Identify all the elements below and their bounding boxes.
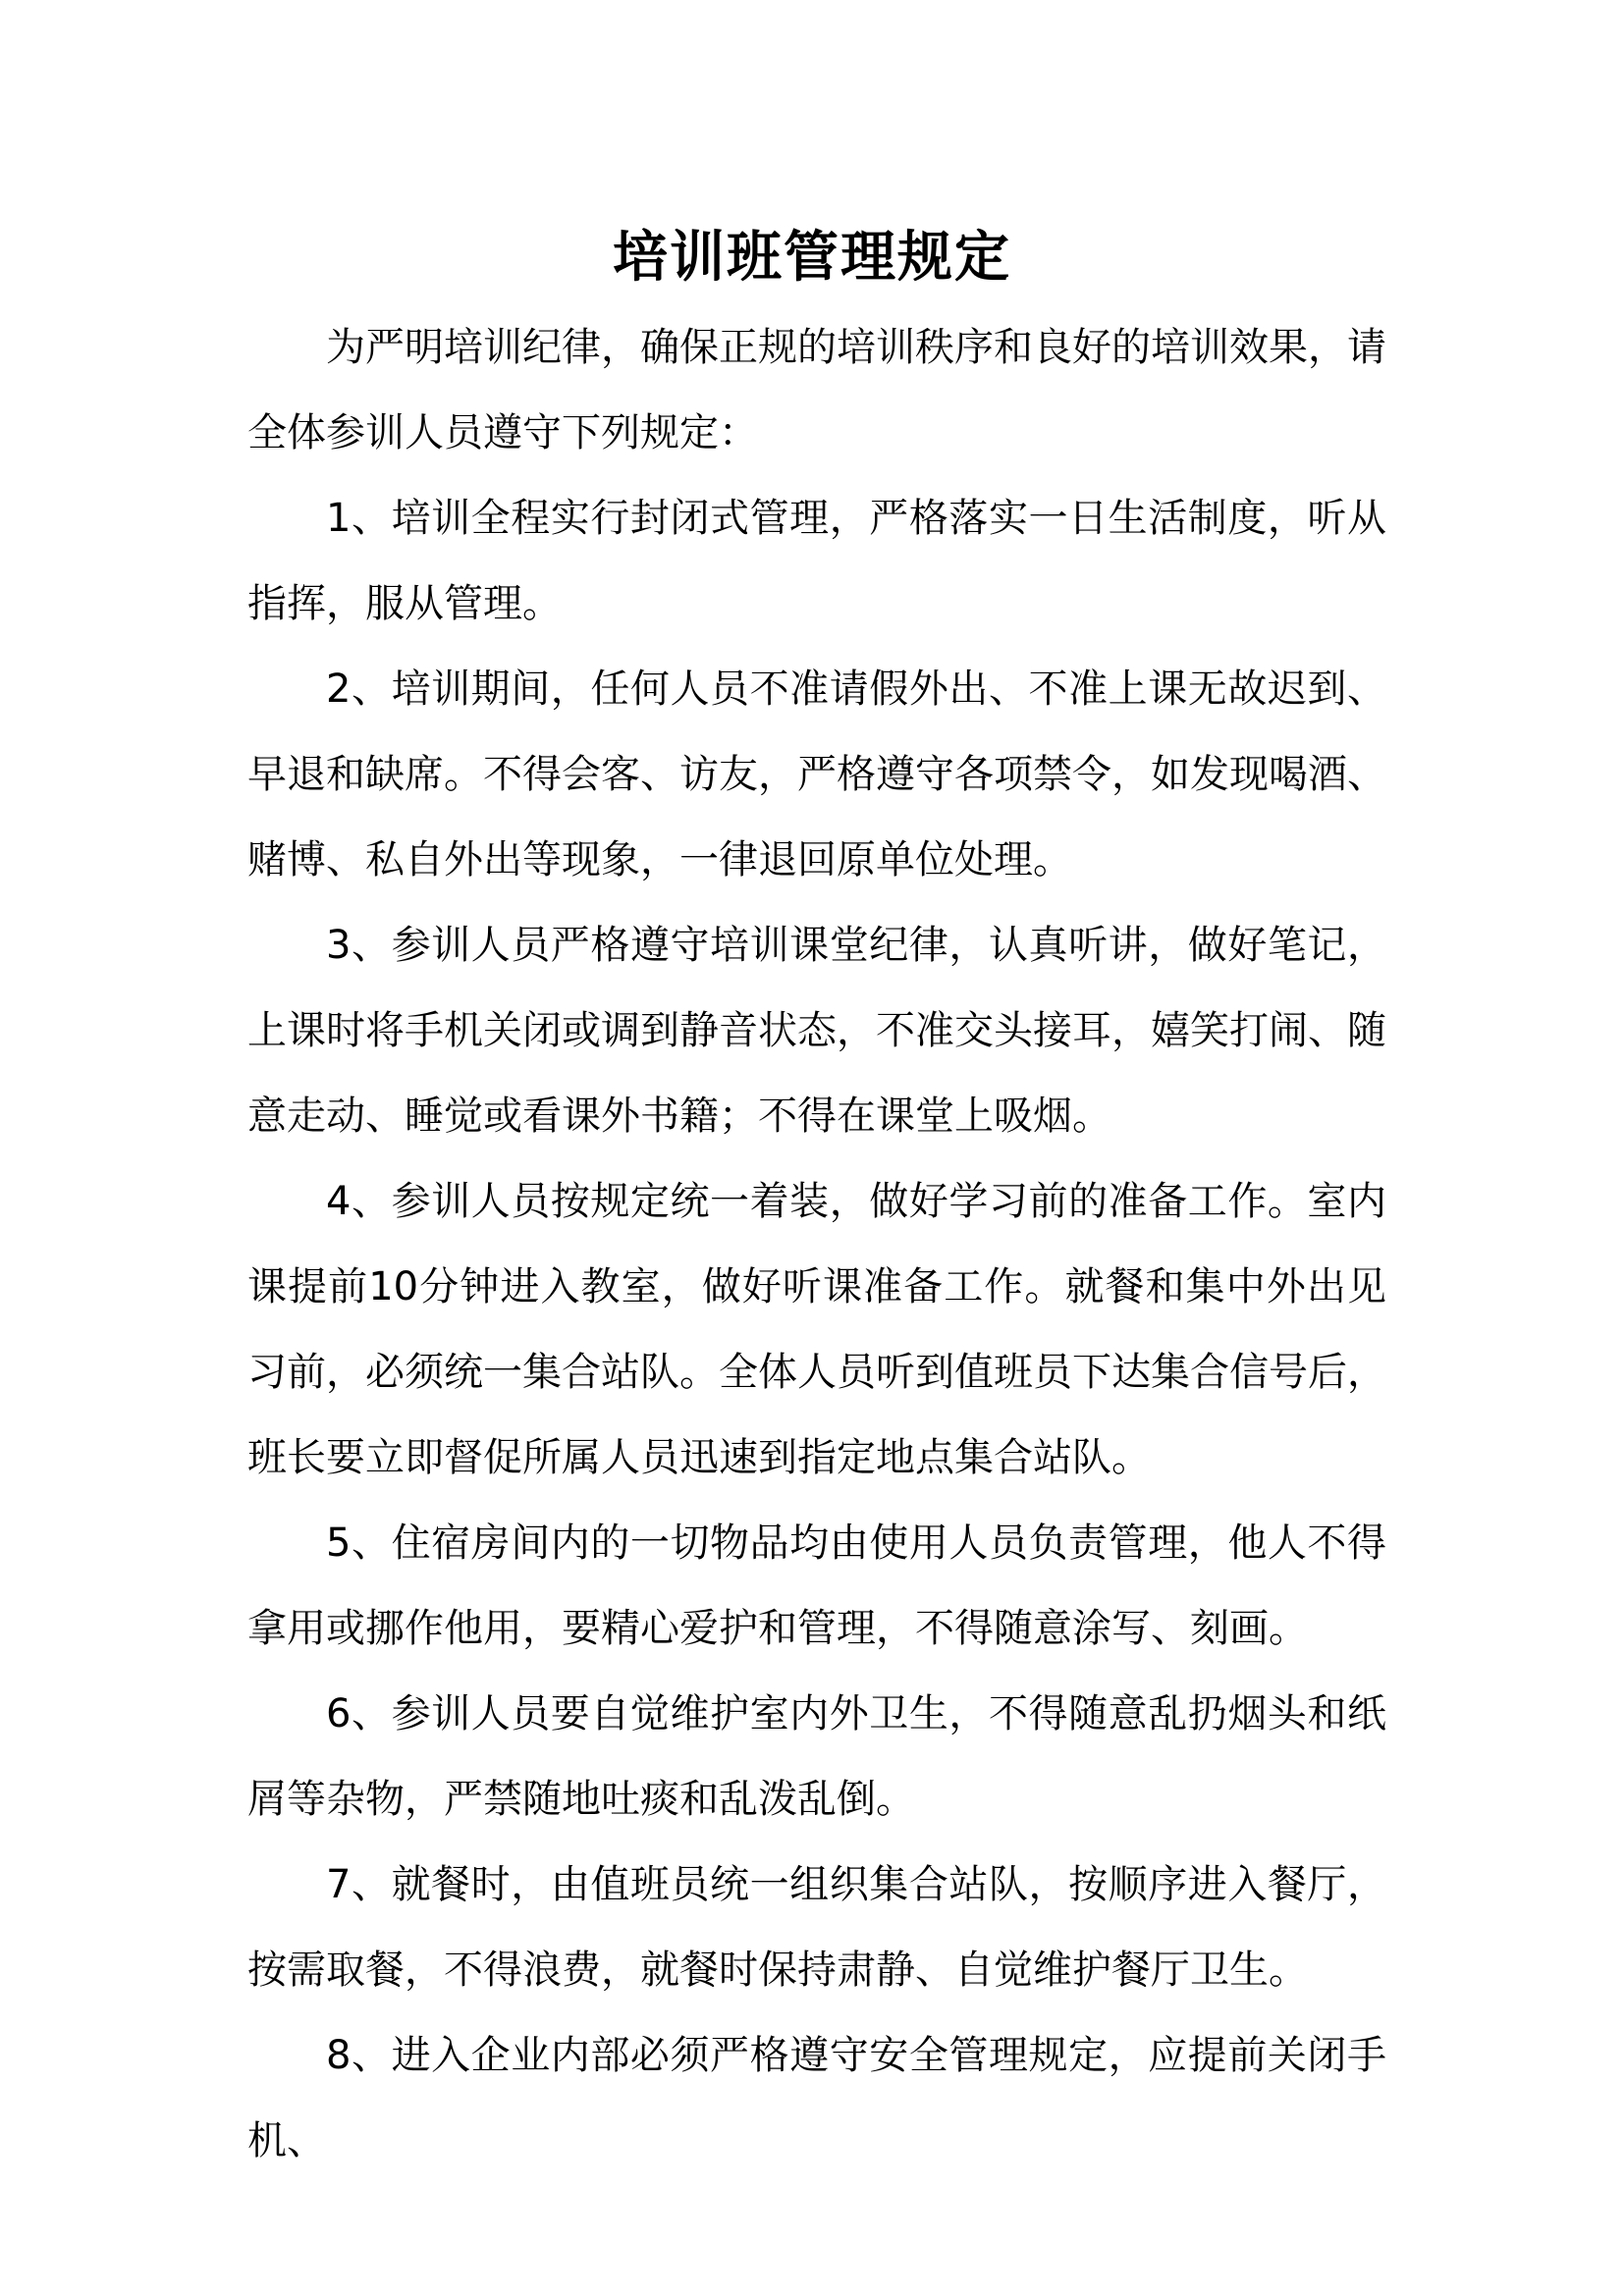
- rule-2-paragraph: 2、培训期间，任何人员不准请假外出、不准上课无故迟到、早退和缺席。不得会客、访友，严格遵守各项禁令，如发现喝酒、赌博、私自外出等现象，一律退回原单位处理。: [247, 667, 1386, 882]
- document-title: 培训班管理规定: [613, 225, 1011, 290]
- intro-paragraph: 为严明培训纪律，确保正规的培训秩序和良好的培训效果，请全体参训人员遵守下列规定：: [247, 325, 1386, 455]
- rule-3-paragraph: 3、参训人员严格遵守培训课堂纪律，认真听讲，做好笔记，上课时将手机关闭或调到静音状态，不准交头接耳，嬉笑打闹、随意走动、睡觉或看课外书籍；不得在课堂上吸烟。: [247, 923, 1386, 1139]
- rule-1-paragraph: 1、培训全程实行封闭式管理，严格落实一日生活制度，听从指挥，服从管理。: [247, 496, 1386, 626]
- rule-4-paragraph: 4、参训人员按规定统一着装，做好学习前的准备工作。室内课提前10分钟进入教室，做好听课准备工作。就餐和集中外出见习前，必须统一集合站队。全体人员听到值班员下达集合信号后，班长要立即督促所属人员迅速到指定地点集合站队。: [247, 1179, 1386, 1480]
- rule-5-paragraph: 5、住宿房间内的一切物品均由使用人员负责管理，他人不得拿用或挪作他用，要精心爱护和管理，不得随意涂写、刻画。: [247, 1521, 1386, 1651]
- document-body: [247, 305, 1386, 2184]
- rule-6-paragraph: 6、参训人员要自觉维护室内外卫生，不得随意乱扔烟头和纸屑等杂物，严禁随地吐痰和乱泼乱倒。: [247, 1691, 1386, 1822]
- rule-8-paragraph: 8、进入企业内部必须严格遵守安全管理规定，应提前关闭手机、: [247, 2033, 1386, 2163]
- rule-7-paragraph: 7、就餐时，由值班员统一组织集合站队，按顺序进入餐厅，按需取餐，不得浪费，就餐时保持肃静、自觉维护餐厅卫生。: [247, 1862, 1386, 1993]
